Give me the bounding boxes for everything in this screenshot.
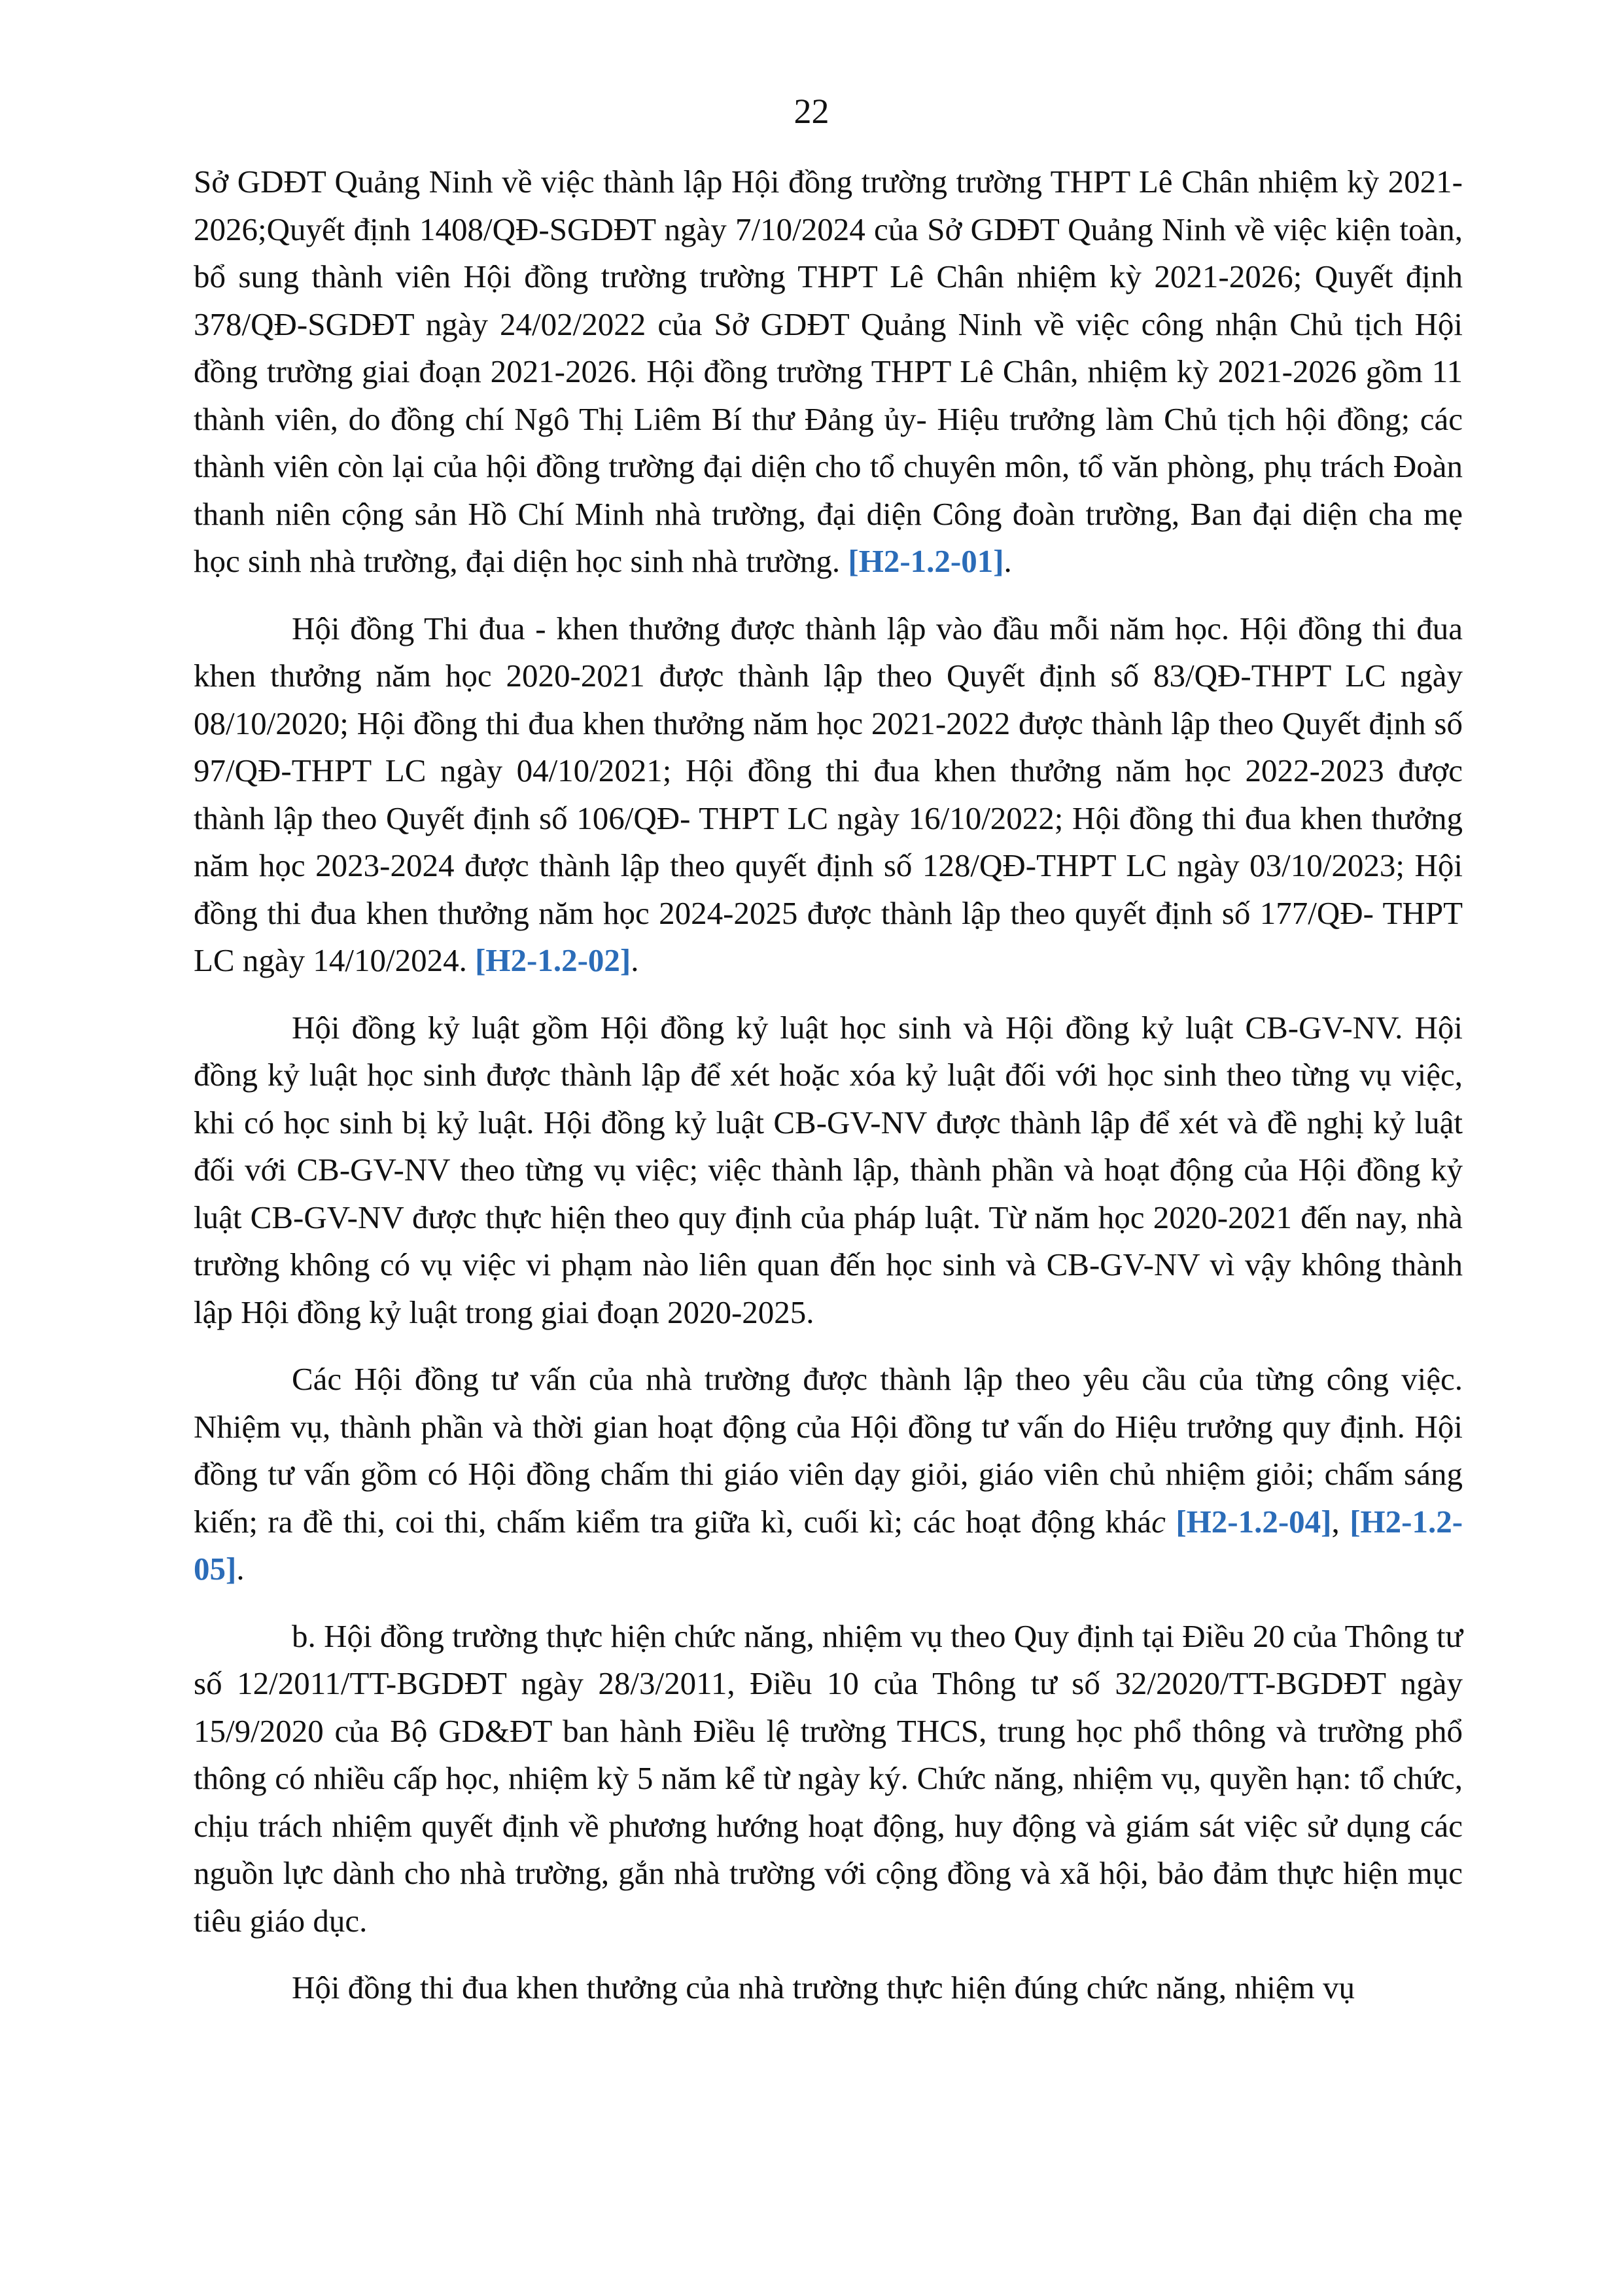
italic-letter: c <box>1151 1503 1166 1540</box>
paragraph-ky-luat <box>194 1004 1463 1337</box>
paragraph-text: Hội đồng kỷ luật gồm Hội đồng kỷ luật học sinh và Hội đồng kỷ luật CB-GV-NV. Hội đồng kỷ luật học sinh được thành lập để xét hoặc xóa kỷ luật đối với học sinh theo từng vụ việc, khi có học sinh bị kỷ luật. Hội đồng kỷ luật CB-GV-NV được thành lập để xét và đề nghị kỷ luật đối với CB-GV-NV theo từng vụ việc; việc thành lập, thành phần và hoạt động của Hội đồng kỷ luật CB-GV-NV được thực hiện theo quy định của pháp luật. Từ năm học 2020-2021 đến nay, nhà trường không có vụ việc vi phạm nào liên quan đến học sinh và CB-GV-NV vì vậy không thành lập Hội đồng kỷ luật trong giai đoạn 2020-2025. <box>194 1009 1463 1330</box>
paragraph-end: . <box>236 1551 245 1587</box>
paragraph-text: Hội đồng Thi đua - khen thưởng được thành lập vào đầu mỗi năm học. Hội đồng thi đua khen thưởng năm học 2020-2021 được thành lập theo Quyết định số 83/QĐ-THPT LC ngày 08/10/2020; Hội đồng thi đua khen thưởng năm học 2021-2022 được thành lập theo Quyết định số 97/QĐ-THPT LC ngày 04/10/2021; Hội đồng thi đua khen thưởng năm học 2022-2023 được thành lập theo Quyết định số 106/QĐ- THPT LC ngày 16/10/2022; Hội đồng thi đua khen thưởng năm học 2023-2024 được thành lập theo quyết định số 128/QĐ-THPT LC ngày 03/10/2023; Hội đồng thi đua khen thưởng năm học 2024-2025 được thành lập theo quyết định số 177/QĐ- THPT LC ngày 14/10/2024. <box>194 610 1463 978</box>
paragraph-text: Các Hội đồng tư vấn của nhà trường được thành lập theo yêu cầu của từng công việc. Nhiệm vụ, thành phần và thời gian hoạt động của Hội đồng tư vấn do Hiệu trưởng quy định. Hội đồng tư vấn gồm có Hội đồng chấm thi giáo viên dạy giỏi, giáo viên chủ nhiệm giỏi; chấm sáng kiến; ra đề thi, coi thi, chấm kiểm tra giữa kì, cuối kì; các hoạt động khá <box>194 1361 1463 1540</box>
space <box>1166 1504 1176 1540</box>
evidence-reference[interactable]: [H2-1.2-04] <box>1176 1503 1332 1540</box>
evidence-reference[interactable]: [H2-1.2-01] <box>848 543 1004 579</box>
body-text <box>194 158 1463 2012</box>
paragraph-chuc-nang-hoi-dong-truong <box>194 1613 1463 1945</box>
paragraph-thi-dua-chuc-nang <box>194 1964 1463 2012</box>
paragraph-tu-van <box>194 1356 1463 1593</box>
page-number: 22 <box>794 92 829 131</box>
paragraph-text: Hội đồng thi đua khen thưởng của nhà trường thực hiện đúng chức năng, nhiệm vụ <box>292 1969 1355 2005</box>
paragraph-text: b. Hội đồng trường thực hiện chức năng, nhiệm vụ theo Quy định tại Điều 20 của Thông tư số 12/2011/TT-BGDĐT ngày 28/3/2011, Điều 10 của Thông tư số 32/2020/TT-BGDĐT ngày 15/9/2020 của Bộ GD&ĐT ban hành Điều lệ trường THCS, trung học phổ thông và trường phổ thông có nhiều cấp học, nhiệm kỳ 5 năm kể từ ngày ký. Chức năng, nhiệm vụ, quyền hạn: tổ chức, chịu trách nhiệm quyết định về phương hướng hoạt động, huy động và giám sát việc sử dụng các nguồn lực dành cho nhà trường, gắn nhà trường với cộng đồng và xã hội, bảo đảm thực hiện mục tiêu giáo dục. <box>194 1617 1463 1939</box>
paragraph-thi-dua-khen-thuong <box>194 605 1463 985</box>
paragraph-hoi-dong-truong <box>194 158 1463 586</box>
reference-separator: , <box>1331 1503 1350 1540</box>
paragraph-end: . <box>631 942 639 978</box>
evidence-reference[interactable]: [H2-1.2-05] <box>194 1503 1463 1587</box>
paragraph-text: Sở GDĐT Quảng Ninh về việc thành lập Hội đồng trường trường THPT Lê Chân nhiệm kỳ 2021-2026;Quyết định 1408/QĐ-SGDĐT ngày 7/10/2024 của Sở GDĐT Quảng Ninh về việc kiện toàn, bổ sung thành viên Hội đồng trường trường THPT Lê Chân nhiệm kỳ 2021-2026; Quyết định 378/QĐ-SGDĐT ngày 24/02/2022 của Sở GDĐT Quảng Ninh về việc công nhận Chủ tịch Hội đồng trường giai đoạn 2021-2026. Hội đồng trường THPT Lê Chân, nhiệm kỳ 2021-2026 gồm 11 thành viên, do đồng chí Ngô Thị Liêm Bí thư Đảng ủy- Hiệu trưởng làm Chủ tịch hội đồng; các thành viên còn lại của hội đồng trường đại diện cho tổ chuyên môn, tổ văn phòng, phụ trách Đoàn thanh niên cộng sản Hồ Chí Minh nhà trường, đại diện Công đoàn trường, Ban đại diện cha mẹ học sinh nhà trường, đại diện học sinh nhà trường. <box>194 164 1463 579</box>
paragraph-end: . <box>1003 543 1012 579</box>
evidence-reference[interactable]: [H2-1.2-02] <box>475 942 631 978</box>
